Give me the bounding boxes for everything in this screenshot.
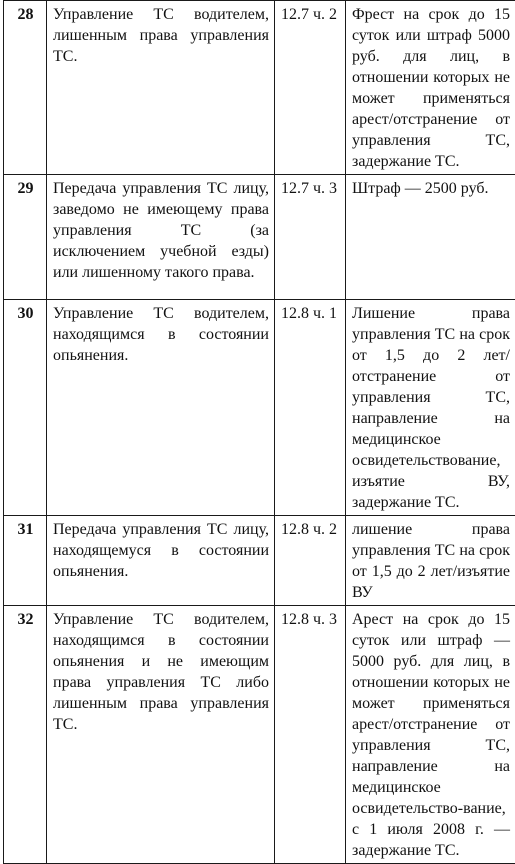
row-number: 29	[4, 175, 47, 300]
penalty-text: Лишение права управления ТС на срок от 1,5 до 2 лет/отстранение от управления ТС, направление на медицинское освидетельствование, изъятие ВУ, задержание ТС.	[346, 300, 515, 516]
law-article: 12.7 ч. 3	[275, 175, 346, 300]
table-row	[4, 300, 515, 516]
row-number: 30	[4, 300, 47, 516]
offense-description: Передача управления ТС лицу, заведомо не имеющему права управления ТС (за исключением учебной езды) или лишенному такого права.	[47, 175, 275, 300]
table-row	[4, 606, 515, 864]
law-article: 12.8 ч. 3	[275, 606, 346, 864]
law-article: 12.8 ч. 1	[275, 300, 346, 516]
row-number: 28	[4, 1, 47, 175]
offense-description: Управление ТС водителем, находящимся в состоянии опьянения и не имеющим права управления ТС либо лишенным права управления ТС.	[47, 606, 275, 864]
offense-description: Управление ТС водителем, лишенным права управления ТС.	[47, 1, 275, 175]
table-row	[4, 175, 515, 300]
offense-description: Передача управления ТС лицу, находящемуся в состоянии опьянения.	[47, 516, 275, 606]
row-number: 32	[4, 606, 47, 864]
law-article: 12.8 ч. 2	[275, 516, 346, 606]
table-row	[4, 516, 515, 606]
table-row	[4, 1, 515, 175]
penalty-text: Арест на срок до 15 суток или штраф — 5000 руб. для лиц, в отношении которых не может применяться арест/отстранение от управления ТС, направление на медицинское освидетельство-вание, с 1 июля 2008 г. — задержание ТС.	[346, 606, 515, 864]
row-number: 31	[4, 516, 47, 606]
penalty-text: Фрест на срок до 15 суток или штраф 5000 руб. для лиц, в отношении которых не может применяться арест/отстранение от управления ТС, задержание ТС.	[346, 1, 515, 175]
offense-description: Управление ТС водителем, находящимся в состоянии опьянения.	[47, 300, 275, 516]
offenses-table	[3, 0, 515, 864]
law-article: 12.7 ч. 2	[275, 1, 346, 175]
penalty-text: лишение права управления ТС на срок от 1,5 до 2 лет/изъятие ВУ	[346, 516, 515, 606]
penalty-text: Штраф — 2500 руб.	[346, 175, 515, 300]
